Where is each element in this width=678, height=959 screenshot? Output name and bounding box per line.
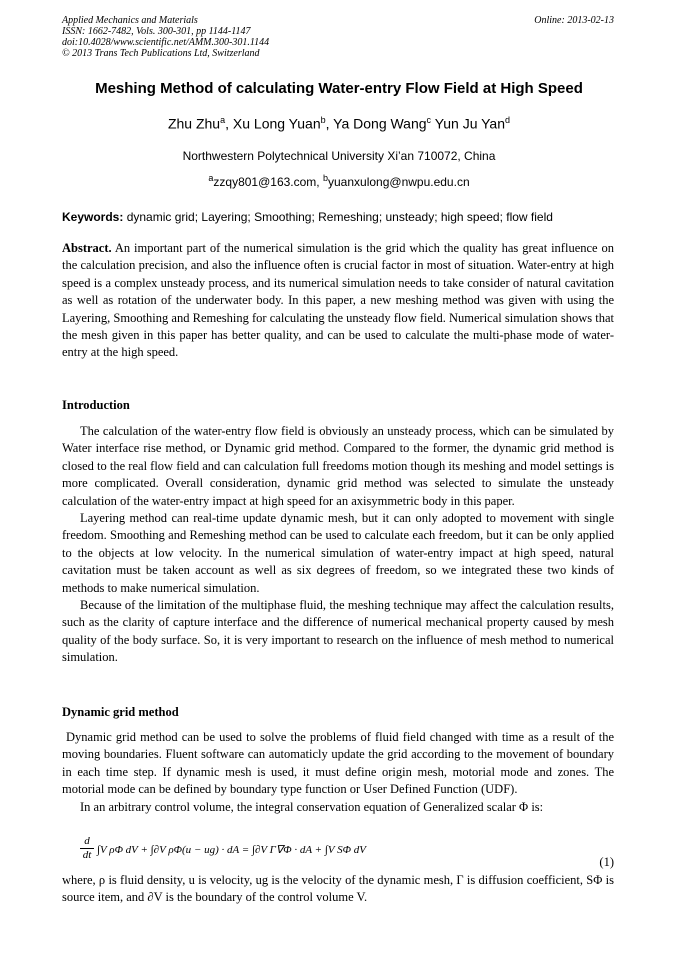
email-link[interactable]: zzqy801@163.com, bbox=[213, 175, 320, 189]
paragraph: In an arbitrary control volume, the integral conservation equation of Generalized scalar Φ is: bbox=[80, 799, 544, 814]
author-mark: d bbox=[505, 115, 511, 125]
paragraph: where, ρ is fluid density, u is velocity, ug is the velocity of the dynamic mesh, Γ is diffusion coefficient, SΦ is source item, and ∂V is the boundary of the control volume V. bbox=[62, 873, 614, 905]
author-mark: c bbox=[426, 115, 432, 125]
issn-line: ISSN: 1662-7482, Vols. 300-301, pp 1144-1147 bbox=[62, 26, 251, 37]
section-heading-introduction: Introduction bbox=[62, 398, 130, 412]
author-name: Xu Long Yuan bbox=[232, 115, 321, 132]
author-list: Zhu Zhu$^a$, Xu Long Yuan$^b$, Ya Dong Wang$^c$ Yun Ju Yan$^d$ bbox=[167, 115, 511, 132]
author-name: Zhu Zhu bbox=[167, 115, 221, 132]
keywords bbox=[62, 210, 614, 224]
paper-title: Meshing Method of calculating Water-entry Flow Field at High Speed bbox=[95, 80, 583, 97]
introduction-body bbox=[62, 423, 614, 667]
journal-header bbox=[62, 15, 614, 59]
author-mark: b bbox=[320, 115, 326, 125]
paragraph: Dynamic grid method can be used to solve the problems of fluid field changed with time as a result of the moving boundaries. Fluent software can automaticly update the grid according to the movement of boundary in each time step. If dynamic mesh is used, it must define origin mesh, motorial mode and zones. The motorial mode can be defined by boundary type function or User Defined Function (UDF). bbox=[62, 730, 614, 797]
where-clause bbox=[62, 872, 614, 907]
equation-number: (1) bbox=[599, 855, 614, 869]
author-mark: a bbox=[220, 115, 226, 125]
abstract bbox=[62, 240, 614, 362]
abstract-label: Abstract. bbox=[62, 241, 112, 255]
equation-1 bbox=[80, 835, 614, 869]
author-name: Ya Dong Wang bbox=[333, 115, 427, 132]
online-date: Online: 2013-02-13 bbox=[534, 15, 614, 26]
paragraph: The calculation of the water-entry flow field is obviously an unsteady process, which can be simulated by Water interface rise method, or Dynamic grid method. Compared to the former, the dynamic grid method is closed to the real flow field and can calculation full freedoms motion though its meshing and model settings is more complicated. Overall consideration, dynamic grid method was selected to simulate the unsteady calculation of the water-entry impact at high speed for an axisymmetric body in this paper. bbox=[62, 424, 614, 508]
section-heading-dynamic-grid: Dynamic grid method bbox=[62, 705, 179, 719]
doi-line: doi:10.4028/www.scientific.net/AMM.300-301.1144 bbox=[62, 37, 270, 48]
fraction-numerator: d bbox=[80, 835, 94, 849]
journal-name: Applied Mechanics and Materials bbox=[62, 15, 198, 26]
keywords-text: dynamic grid; Layering; Smoothing; Remeshing; unsteady; high speed; flow field bbox=[126, 210, 553, 224]
paragraph: Because of the limitation of the multiphase fluid, the meshing technique may affect the calculation results, such as the clarity of capture interface and the difference of numerical mechanical property caused by mesh quality of the body surface. So, it is very important to research on the influence of mesh method to numerical simulation. bbox=[62, 598, 614, 665]
author-emails bbox=[40, 173, 638, 189]
email-mark: b bbox=[322, 173, 328, 183]
email-mark: a bbox=[208, 173, 214, 183]
paragraph: Layering method can real-time update dynamic mesh, but it can only adopted to movement with single freedom. Smoothing and Remeshing method can be used to calculate each freedom, but it can be only applied to the objects at low velocity. In the numerical simulation of water-entry impact at high speed, natural cavitation must be taken account as well as six degrees of freedom, so we integrated these two kinds of methods to make numerical simulation. bbox=[62, 511, 614, 595]
email-link[interactable]: yuanxulong@nwpu.edu.cn bbox=[328, 175, 470, 189]
fraction-denominator: dt bbox=[82, 849, 92, 861]
equation-expression: ∫V ρΦ dV + ∫∂V ρΦ(u − ug) · dA = ∫∂V Γ∇Φ · dA + ∫V SΦ dV bbox=[97, 844, 366, 856]
abstract-text: An important part of the numerical simulation is the grid which the quality has great influence on the calculation precision, and also the influence often is crucial factor in most of situation. Water-entry at high speed is a complex unsteady process, and its numerical simulation needs to take consider of natural cavitation as well as rotation of the underwater body. In this paper, a new meshing method was given with using the Layering, Smoothing and Remeshing for calculating the unsteady flow field. Numerical simulation shows that the mesh given in this paper has better quality, and can be used to calculate the multi-phase mode of water-entry at the high speed. bbox=[62, 241, 614, 360]
author-name: Yun Ju Yan bbox=[434, 115, 506, 132]
keywords-label: Keywords: bbox=[62, 210, 124, 224]
dynamic-grid-body bbox=[62, 729, 614, 816]
copyright-line: © 2013 Trans Tech Publications Ltd, Switzerland bbox=[62, 48, 260, 59]
affiliation: Northwestern Polytechnical University Xi’an 710072, China bbox=[182, 149, 496, 163]
equation-derivative bbox=[80, 835, 94, 862]
